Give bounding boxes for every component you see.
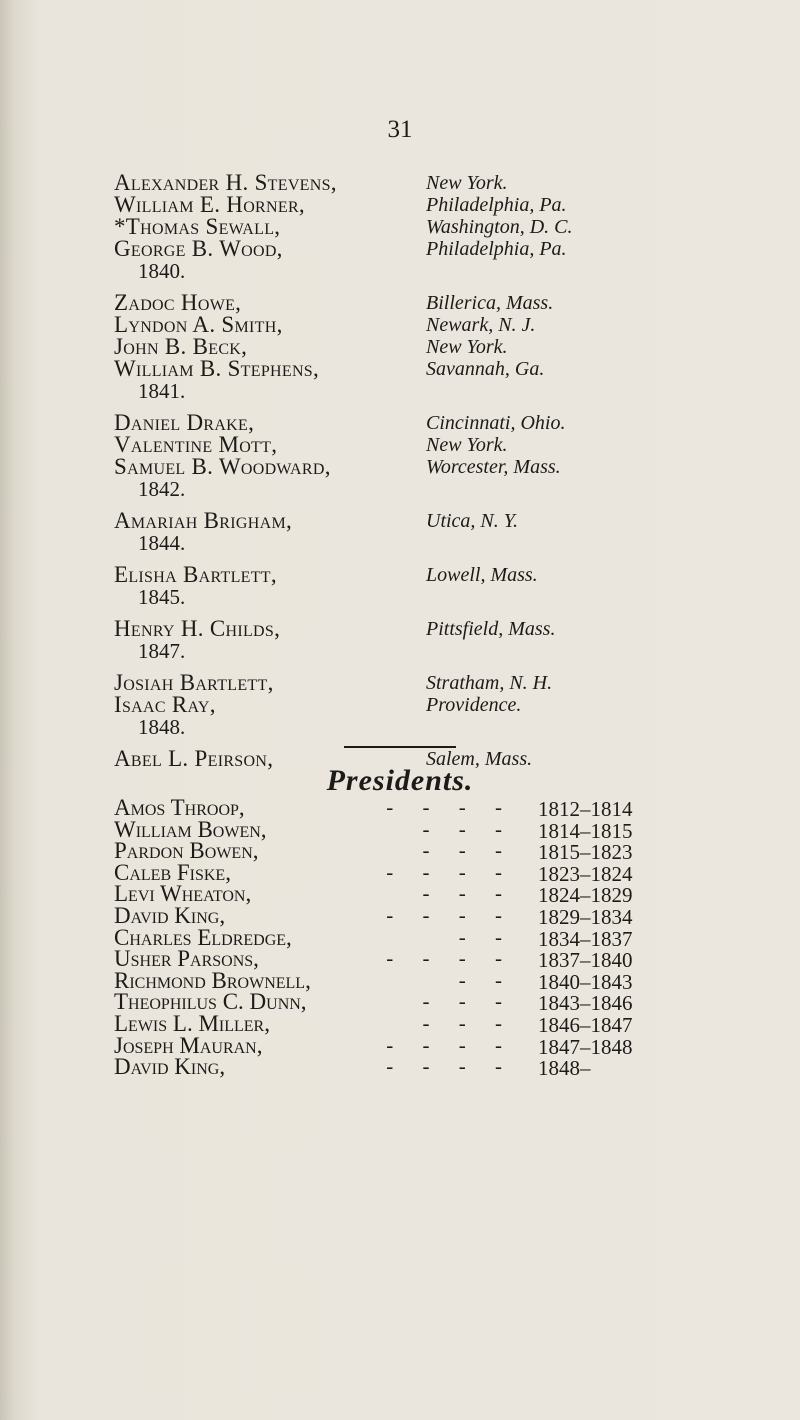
member-place: Philadelphia, Pa. [426,194,567,216]
president-name: Usher Parsons, [114,946,259,972]
member-row [114,292,734,314]
member-name: Samuel B. Woodward, [114,454,331,479]
member-row [114,238,734,260]
leader-dots: - - - - [386,795,514,819]
member-place: Billerica, Mass. [426,292,554,314]
year-label: 1844. [138,531,186,555]
president-name: Caleb Fiske, [114,859,231,885]
president-term: 1812–1814 [538,797,633,821]
leader-dots: - - - [422,881,514,906]
president-term: 1829–1834 [538,904,633,929]
presidents-list [114,795,714,1081]
president-name: Joseph Mauran, [114,1032,263,1058]
president-term: 1846–1847 [538,1012,633,1037]
president-row [114,989,714,1016]
member-name: John B. Beck, [114,334,248,359]
president-term: 1843–1846 [538,991,633,1016]
leader-dots: - - - [422,816,514,841]
members-list [114,172,734,770]
member-row [114,694,734,716]
member-name: Josiah Bartlett, [114,670,274,695]
president-row [114,797,714,819]
president-row [114,881,714,908]
president-row [114,838,714,865]
leader-dots: - - - [422,838,514,863]
president-row [114,859,714,886]
president-term: 1814–1815 [538,818,633,843]
member-name: Elisha Bartlett, [114,562,277,587]
member-place: Lowell, Mass. [426,564,538,586]
year-label: 1848. [138,715,186,739]
member-place: Philadelphia, Pa. [426,238,567,260]
member-row [114,618,734,640]
member-name: *Thomas Sewall, [114,214,281,239]
leader-dots: - - - [422,989,514,1014]
president-row [114,816,714,843]
member-name: Alexander H. Stevens, [114,170,337,195]
president-term: 1840–1843 [538,969,633,994]
president-term: 1823–1824 [538,861,633,886]
president-name: Pardon Bowen, [114,838,259,864]
year-label: 1845. [138,585,186,609]
member-name: Amariah Brigham, [114,508,293,533]
member-name: William E. Horner, [114,192,305,217]
president-name: David King, [114,902,226,928]
member-place: Utica, N. Y. [426,510,519,532]
leader-dots: - - - - [386,859,514,884]
year-label: 1842. [138,477,186,501]
member-name: William B. Stephens, [114,356,320,381]
president-name: Lewis L. Miller, [114,1010,270,1036]
member-row [114,564,734,586]
member-name: Isaac Ray, [114,692,216,717]
member-place: Savannah, Ga. [426,358,545,380]
member-place: Stratham, N. H. [426,672,553,694]
member-row [114,216,734,238]
leader-dots: - - - - [386,946,514,971]
member-place: Newark, N. J. [426,314,536,336]
president-row [114,946,714,973]
member-row [114,358,734,380]
president-term: 1848– [538,1056,591,1081]
president-name: Amos Throop, [114,795,245,820]
president-term: 1837–1840 [538,948,633,973]
member-row [114,672,734,694]
president-term: 1847–1848 [538,1034,633,1059]
member-place: New York. [426,434,508,456]
member-place: Providence. [426,694,522,716]
member-name: Daniel Drake, [114,410,255,435]
leader-dots: - - - - [386,902,514,927]
year-label: 1847. [138,639,186,663]
president-name: William Bowen, [114,816,267,842]
member-row [114,172,734,194]
leader-dots: - - - [422,1010,514,1035]
member-name: Zadoc Howe, [114,290,242,315]
president-term: 1834–1837 [538,926,633,951]
leader-dots: - - [458,967,514,992]
member-place: New York. [426,172,508,194]
president-row [114,1032,714,1059]
member-row [114,194,734,216]
member-row [114,336,734,358]
member-name: Henry H. Childs, [114,616,281,641]
president-name: David King, [114,1054,226,1080]
member-row [114,412,734,434]
president-name: Richmond Brownell, [114,967,311,993]
member-row [114,434,734,456]
president-name: Theophilus C. Dunn, [114,989,307,1015]
member-row [114,314,734,336]
president-name: Levi Wheaton, [114,881,252,907]
leader-dots: - - - - [386,1032,514,1057]
president-term: 1815–1823 [538,840,633,865]
member-row [114,456,734,478]
leader-dots: - - [458,924,514,949]
year-label: 1841. [138,379,186,403]
president-name: Charles Eldredge, [114,924,292,950]
member-place: Worcester, Mass. [426,456,561,478]
president-row [114,902,714,929]
member-place: Washington, D. C. [426,216,573,238]
president-row [114,1010,714,1037]
member-name: George B. Wood, [114,236,283,261]
president-row [114,967,714,994]
president-term: 1824–1829 [538,883,633,908]
member-row [114,510,734,532]
member-name: Valentine Mott, [114,432,278,457]
member-name: Abel L. Peirson, [114,746,274,771]
president-row [114,924,714,951]
president-row [114,1054,714,1081]
leader-dots: - - - - [386,1054,514,1079]
presidents-heading: Presidents. [326,764,474,797]
member-place: New York. [426,336,508,358]
member-name: Lyndon A. Smith, [114,312,283,337]
member-place: Salem, Mass. [426,748,533,770]
page-number: 31 [387,116,413,143]
section-divider [344,746,456,748]
year-label: 1840. [138,259,186,283]
member-place: Cincinnati, Ohio. [426,412,566,434]
member-place: Pittsfield, Mass. [426,618,556,640]
